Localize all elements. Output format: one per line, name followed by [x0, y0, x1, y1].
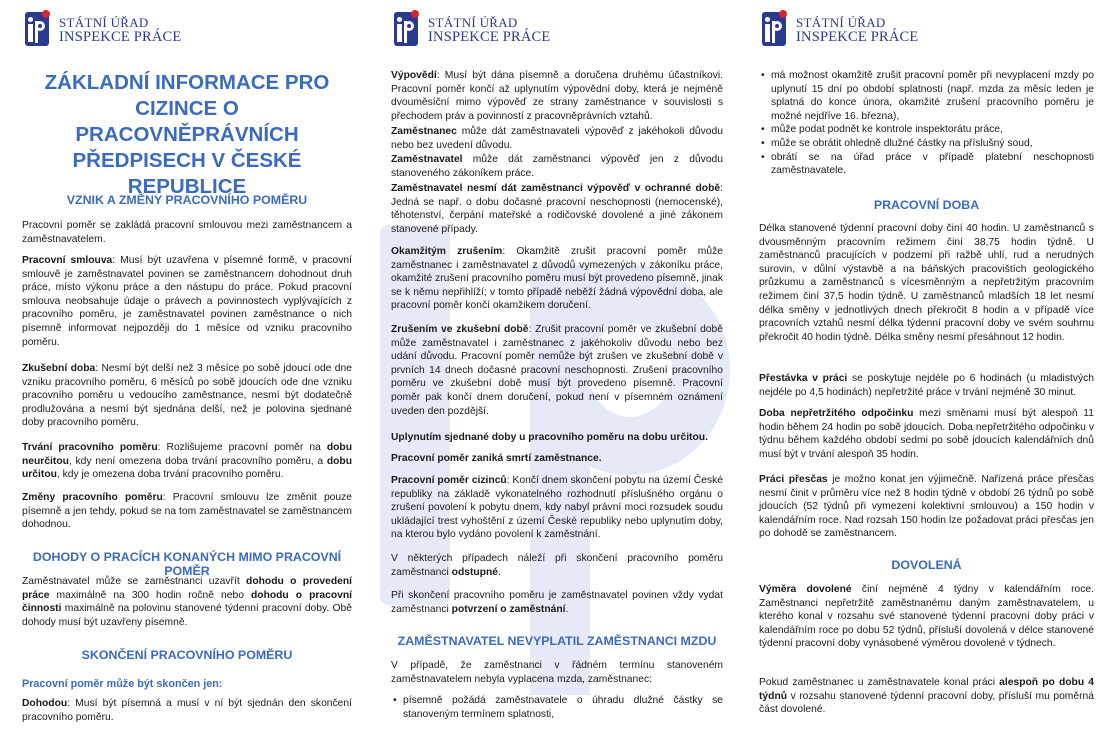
paragraph-odstupne: V některých případech náleží při skončení pracovního poměru zaměstnanci odstupné.: [391, 553, 723, 578]
paragraph-zkusebni-doba: Zkušební doba: Nesmí být delší než 3 měsíce po sobě jdoucí ode dne vzniku pracovního poměru, 6 měsíců po sobě jdoucích ode dne vzniku pracovního poměru u vedoucího zaměstnance, nesmí být dodatečně prodlužována a nesmí být sjednána delší, než je polovina sjednané doby pracovního poměru.: [22, 363, 352, 429]
logo-line-2: INSPEKCE PRÁCE: [796, 29, 919, 45]
paragraph-okamzite-zruseni: Okamžitým zrušením: Okamžitě zrušit pracovní poměr může zaměstnanec i zaměstnavatel z důvodů vymezených v zákoníku práce, okamžité zrušení pracovního poměru musí být provedeno písemně, jinak se k němu nepřihlíží; v tomto případě neběží žádná výpovědní doba, ale pracovní poměr končí okamžikem doručení.: [391, 246, 723, 312]
logo-line-1: STÁTNÍ ÚŘAD: [59, 15, 149, 30]
paragraph-smrt: Pracovní poměr zaniká smrtí zaměstnance.: [391, 453, 602, 464]
paragraph-cizinci: Pracovní poměr cizinců: Končí dnem skončení pobytu na území České republiky na základě vykonatelného rozhodnutí příslušného orgánu o zrušení povolení k pobytu dnem, kdy nabyl právní moci rozsudek soudu ukládající trest vyhoštění z území České republiky nebo uplynutím doby, na kterou bylo vydáno povolení k zaměstnání.: [391, 475, 723, 541]
sip-logo-icon: [762, 12, 788, 48]
logo-line-1: STÁTNÍ ÚŘAD: [796, 15, 886, 30]
paragraph-intro: Pracovní poměr se zakládá pracovní smlouvou mezi zaměstnancem a zaměstnavatelem.: [22, 220, 352, 245]
list-item: • může se obrátit ohledně dlužné částky na příslušný soud,: [759, 137, 1094, 151]
section-title-dohody: DOHODY O PRACÍCH KONANÝCH MIMO PRACOVNÍ POMĚR: [32, 550, 342, 578]
paragraph-vymera: Výměra dovolené činí nejméně 4 týdny v kalendářním roce. Zaměstnanci nepřetržitě zaměstnanému daným zaměstnavatelem, u kterého konal v rozsahu své stanovené týdenní pracovní doby práci v kalendářním roce po dobu 52 týdnů, přísluší dovolená v délce stanovené týdenní pracovní doby vynásobené výměrou dovolené v týdnech.: [759, 584, 1094, 650]
paragraph-ochranna-doba: Zaměstnavatel nesmí dát zaměstnanci výpověď v ochranné době: Jedná se např. o dobu dočasné pracovní neschopnosti (nemocenské), těhotenství, čerpání mateřské a rodičovské dovolené a jiné zákonem stanovené případy.: [391, 183, 723, 235]
section-title-mzda: ZAMĚSTNAVATEL NEVYPLATIL ZAMĚSTNANCI MZDU: [397, 634, 717, 648]
list-item: • může podat podnět ke kontrole inspektorátu práce,: [759, 123, 1094, 137]
paragraph-prestavka: Přestávka v práci se poskytuje nejdéle po 6 hodinách (u mladistvých nejdéle po 4,5 hodinách) nepřetržité práce v trvání nejméně 30 minut.: [759, 373, 1095, 398]
paragraph-vypovedi: Výpovědí: Musí být dána písemně a doručena druhému účastníkovi. Pracovní poměr končí až uplynutím výpovědní doby, která je nejméně dvouměsíční mimo výpověď ze strany zaměstnance v souvislosti s přechodem práv a povinností z pracovněprávních vztahů.: [391, 70, 723, 122]
paragraph-pracovni-doba: Délka stanovené týdenní pracovní doby činí 40 hodin. U zaměstnanců s dvousměnným pracovním režimem činí 38,75 hodin týdně. U zaměstnanců pracujících v podzemí při ražbě uhlí, rud a nerudných surovin, v důlní výstavbě a na báňských pracovištích geologického průzkumu a zaměstnanců s vícesměnným a nepřetržitým pracovním režimem činí 37,5 hodin týdně. U zaměstnanců mladších 18 let nesmí délka směny v jednotlivých dnech překročit 8 hodin a v případě více pracovních vztahů nesmí délka týdenní pracovní doby ve svém souhrnu překročit 40 hodin týdně. Délka směny nesmí přesáhnout 12 hodin.: [759, 223, 1094, 343]
subtitle-skonceni: Pracovní poměr může být skončen jen:: [22, 678, 223, 690]
section-title-dovolena: DOVOLENÁ: [891, 558, 962, 572]
list-mzda: [391, 694, 723, 721]
paragraph-smlouva: Pracovní smlouva: Musí být uzavřena v písemné formě, v pracovní smlouvě je zaměstnavatel povinen se zaměstnancem dohodnout druh práce, místo výkonu práce a den nástupu do práce. Pokud pracovní smlouva neobsahuje údaje o právech a povinnostech vyplývajících z pracovního poměru, je zaměstnavatel povinen zaměstnance o nich písemně informovat nejpozději do 1 měsíce od vzniku pracovního poměru.: [22, 255, 352, 348]
logo-line-2: INSPEKCE PRÁCE: [428, 29, 551, 45]
list-item: • má možnost okamžitě zrušit pracovní poměr při nevyplacení mzdy po uplynutí 15 dní po období splatnosti (např. mzda za měsíc leden je splatná do konce února, okamžité zrušení pracovního poměru je možné nejdříve 16. března),: [759, 69, 1094, 123]
paragraph-zamestnavatel: Zaměstnavatel může dát zaměstnanci výpověď jen z důvodu stanoveného zákoníkem práce.: [391, 154, 723, 179]
paragraph-uplynutim: Uplynutím sjednané doby u pracovního poměru na dobu určitou.: [391, 432, 708, 443]
paragraph-dohodou: Dohodou: Musí být písemná a musí v ní být sjednán den skončení pracovního poměru.: [22, 698, 352, 723]
paragraph-alespon: Pokud zaměstnanec u zaměstnavatele konal práci alespoň po dobu 4 týdnů v rozsahu stanovené týdenní pracovní doby, přísluší mu poměrná část dovolené.: [759, 677, 1094, 716]
paragraph-zmeny: Změny pracovního poměru: Pracovní smlouvu lze změnit pouze písemně a jen tehdy, pokud se na tom zaměstnavatel se zaměstnancem dohodnou.: [22, 492, 352, 531]
logo-line-1: STÁTNÍ ÚŘAD: [428, 15, 518, 30]
paragraph-trvani: Trvání pracovního poměru: Rozlišujeme pracovní poměr na dobu neurčitou, kdy není omezena doba trvání pracovního poměru, a dobu určitou, kdy je omezena doba trvání pracovního poměru.: [22, 442, 352, 481]
column-3: [759, 0, 1107, 750]
sip-logo-icon: [25, 12, 51, 48]
paragraph-odpocinek: Doba nepřetržitého odpočinku mezi směnami musí být alespoň 11 hodin během 24 hodin po sobě jdoucích. Doba nepřetržitého odpočinku v týdnu během každého období sedmi po sobě jdoucích kalendářních dnů musí být v trvání alespoň 35 hodin.: [759, 408, 1094, 460]
paragraph-dohody: Zaměstnavatel může se zaměstnanci uzavřít dohodu o provedení práce maximálně na 300 hodin ročně nebo dohodu o pracovní činnosti maximálně na polovinu stanovené týdenní pracovní doby. Obě dohody musí být uzavřeny písemně.: [22, 576, 352, 628]
list-mzda-continued: [759, 69, 1094, 178]
paragraph-potvrzeni: Při skončení pracovního poměru je zaměstnavatel povinen vždy vydat zaměstnanci potvrzení o zaměstnání.: [391, 590, 723, 615]
column-2: [391, 0, 739, 750]
list-item: • obrátí se na úřad práce v případě platební neschopnosti zaměstnavatele.: [759, 151, 1094, 178]
page-title: ZÁKLADNÍ INFORMACE PRO CIZINCE O PRACOVNĚPRÁVNÍCH PŘEDPISECH V ČESKÉ REPUBLICE: [44, 71, 330, 198]
sip-logo-icon: [394, 12, 420, 48]
paragraph-zamestnanec: Zaměstnanec může dát zaměstnavateli výpověď z jakéhokoli důvodu nebo bez uvedení důvodu.: [391, 126, 723, 151]
column-1: [22, 0, 370, 750]
list-item: • písemně požádá zaměstnavatele o úhradu dlužné částky se stanoveným termínem splatnosti,: [391, 694, 723, 721]
paragraph-prescas: Práci přesčas je možno konat jen výjimečně. Nařízená práce přesčas nesmí činit v průměru více než 8 hodin týdně v období 26 týdnů po sobě jdoucích (52 týdnů při vymezení kolektivní smlouvou) a 150 hodin v kalendářním roce. Nad rozsah 150 hodin lze požadovat práci přesčas jen po dohodě se zaměstnancem.: [759, 474, 1094, 540]
section-title-pracovni-doba: PRACOVNÍ DOBA: [873, 198, 980, 212]
logo-line-2: INSPEKCE PRÁCE: [59, 29, 182, 45]
section-title-skonceni: SKONČENÍ PRACOVNÍHO POMĚRU: [81, 648, 293, 662]
section-title-vznik: VZNIK A ZMĚNY PRACOVNÍHO POMĚRU: [66, 193, 308, 207]
paragraph-zkusebni-doba: Zrušením ve zkušební době: Zrušit pracovní poměr ve zkušební době může zaměstnavatel i zaměstnanec z jakéhokoliv důvodu nebo bez udání důvodu. Pracovní poměr nemůže být zrušen ve zkušební době v prvních 14 dnech dočasné pracovní neschopnosti. Zrušení pracovního poměru ve zkušební době musí být provedeno písemně. Pracovní poměr pak končí dnem doručení, pokud není v písemném oznámení uveden den pozdější.: [391, 324, 723, 417]
paragraph-mzda: V případě, že zaměstnanci v řádném termínu stanoveném zaměstnavatelem nebyla vyplacena mzda, zaměstnanec:: [391, 660, 723, 685]
